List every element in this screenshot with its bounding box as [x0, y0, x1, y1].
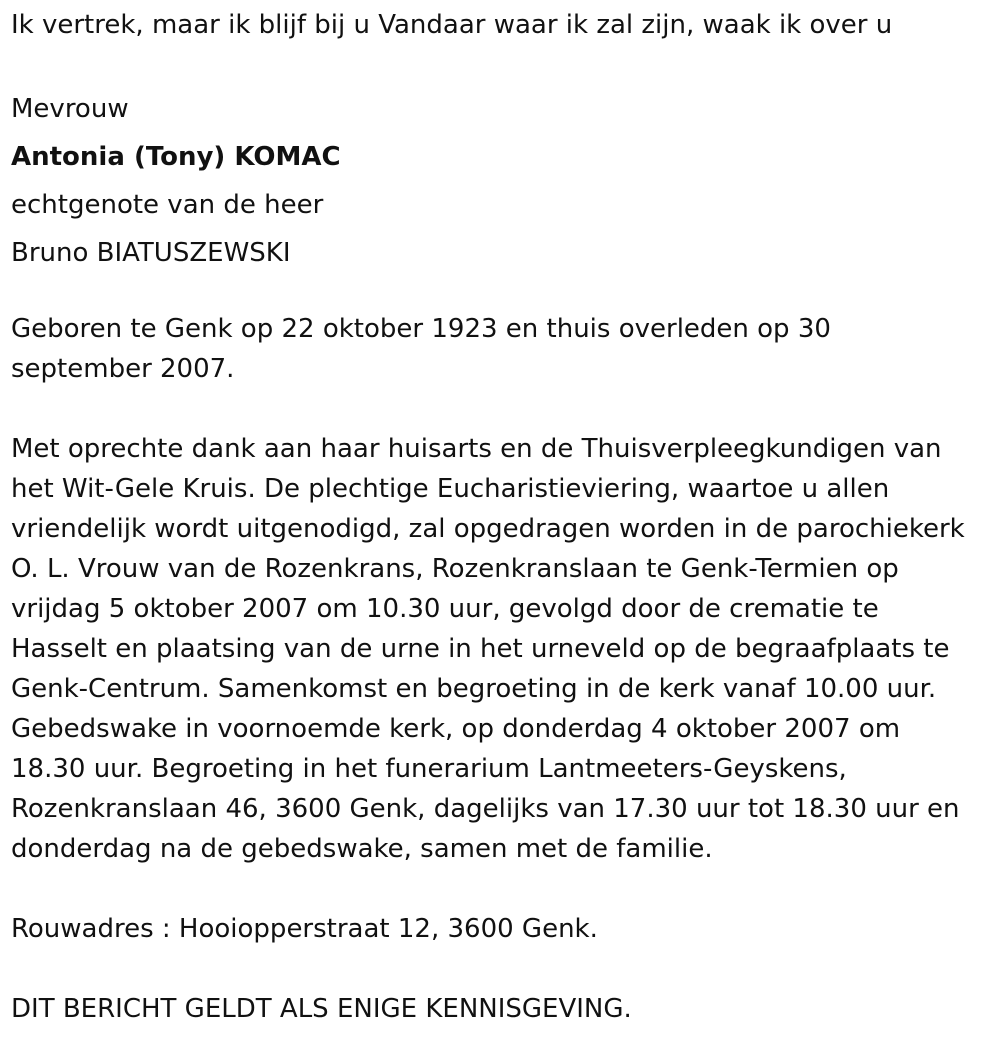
- mourning-address: Rouwadres : Hooiopperstraat 12, 3600 Genk.: [11, 914, 598, 944]
- notice-line: DIT BERICHT GELDT ALS ENIGE KENNISGEVING.: [11, 994, 632, 1024]
- name-block: [11, 85, 1000, 277]
- birth-death-paragraph: [11, 309, 1000, 389]
- salutation: Mevrouw: [11, 94, 129, 124]
- text-line: Geboren te Genk op 22 oktober 1923 en thuis overleden op 30: [11, 314, 831, 344]
- text-line: donderdag na de gebedswake, samen met de familie.: [11, 834, 713, 864]
- text-line: Rozenkranslaan 46, 3600 Genk, dagelijks van 17.30 uur tot 18.30 uur en: [11, 794, 960, 824]
- text-line: Gebedswake in voornoemde kerk, op donderdag 4 oktober 2007 om: [11, 714, 901, 744]
- text-line: september 2007.: [11, 354, 235, 384]
- spacer: [11, 389, 1000, 429]
- text-line: het Wit-Gele Kruis. De plechtige Eucharistieviering, waartoe u allen: [11, 474, 890, 504]
- text-line: Genk-Centrum. Samenkomst en begroeting in de kerk vanaf 10.00 uur.: [11, 674, 937, 704]
- text-line: Met oprechte dank aan haar huisarts en de Thuisverpleegkundigen van: [11, 434, 942, 464]
- spacer: [11, 277, 1000, 309]
- text-line: vriendelijk wordt uitgenodigd, zal opgedragen worden in de parochiekerk: [11, 514, 965, 544]
- main-paragraph: [11, 429, 1000, 869]
- text-line: O. L. Vrouw van de Rozenkrans, Rozenkranslaan te Genk-Termien op: [11, 554, 899, 584]
- deceased-name: Antonia (Tony) KOMAC: [11, 142, 341, 172]
- spouse-name: Bruno BIATUSZEWSKI: [11, 238, 291, 268]
- motto-line: Ik vertrek, maar ik blijf bij u Vandaar waar ik zal zijn, waak ik over u: [11, 10, 893, 40]
- text-line: Hasselt en plaatsing van de urne in het urneveld op de begraafplaats te: [11, 634, 950, 664]
- text-line: 18.30 uur. Begroeting in het funerarium Lantmeeters-Geyskens,: [11, 754, 847, 784]
- relation-text: echtgenote van de heer: [11, 190, 324, 220]
- spacer: [11, 45, 1000, 85]
- text-line: vrijdag 5 oktober 2007 om 10.30 uur, gevolgd door de crematie te: [11, 594, 879, 624]
- spacer: [11, 869, 1000, 909]
- spacer: [11, 949, 1000, 989]
